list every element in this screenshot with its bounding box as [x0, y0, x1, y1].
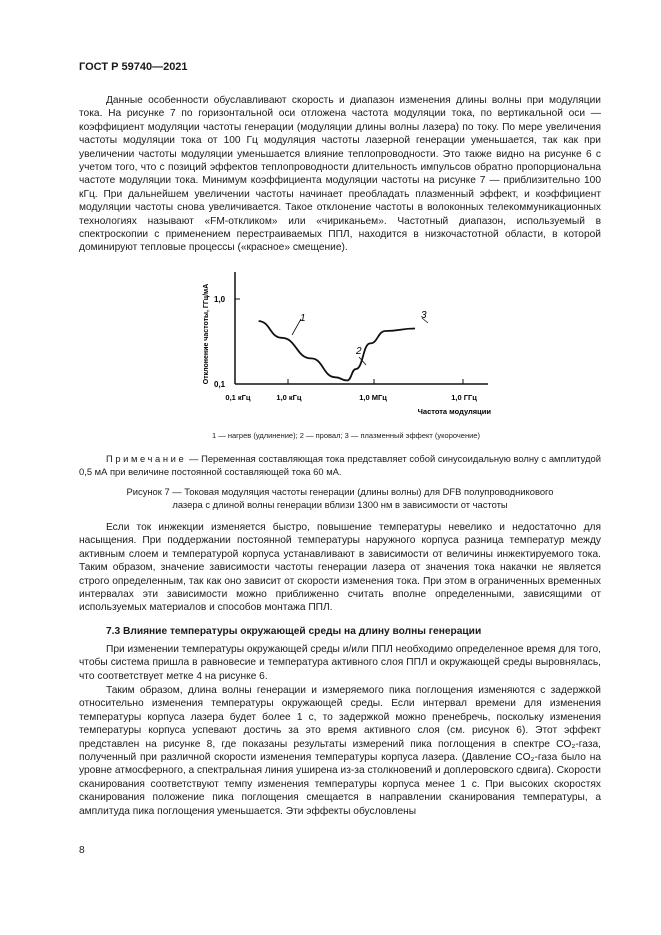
figure-note — [79, 452, 601, 478]
annotation-label: 3 — [421, 310, 427, 321]
x-tick-label: 1,0 кГц — [276, 393, 302, 402]
x-tick-label: 1,0 МГц — [359, 393, 387, 402]
y-axis-label: Отклонение частоты, ГГц/мА — [203, 283, 210, 385]
paragraph: Таким образом, длина волны генерации и измеряемого пика поглощения изменяются с задержкой относительно изменения температуры окружающей среды. Если интервал времени для изменения температуры корпуса лазера будет более 1 с, то задержкой можно пренебречь, поскольку изменения температуры корпуса успевают достичь за это время активного слоя (см. рисунок 6). Этот эффект представлен на рисунке 8, где показаны результаты измерений пика поглощения в спектре CO₂-газа, полученный при различной скорости изменения температуры корпуса лазера. (Давление CO₂-газа было на уровне атмосферного, а спектральная линия уширена из-за столкновений и доплеровского сдвига). Скорости сканирования соответствуют темпу изменения температуры корпуса менее 1 с. При высоких скоростях сканирования положение пика поглощения смещается в направлении сканирования температуры, а амплитуда пика поглощения уменьшается. Эти эффекты обусловлены — [79, 685, 601, 817]
x-axis-label: Частота модуляции — [417, 407, 491, 416]
figure-caption-line: лазера с длиной волны генерации вблизи 1300 нм в зависимости от частоты — [172, 499, 508, 510]
figure-caption — [100, 485, 580, 511]
paragraph: Если ток инжекции изменяется быстро, повышение температуры невелико и недостаточно для насыщения. При поддержании постоянной температуры наружного корпуса разница температур между активным слоем и температурой корпуса устанавливают в зависимости от величины инжектируемого тока. Таким образом, значение зависимости частоты генерации лазера от значения тока накачки не является строго определенным, так как оно зависит от скорости изменения тока. При этом в ограниченных временных интервалах эти зависимости можно приближенно считать вполне определенными, зависящими от используемых материалов и способов монтажа ППЛ. — [79, 522, 601, 614]
figure-caption-line: Рисунок 7 — Токовая модуляция частоты генерации (длины волны) для DFB полупроводникового — [126, 486, 554, 497]
x-tick-label: 0,1 кГц — [225, 393, 251, 402]
y-tick-label: 1,0 — [214, 295, 226, 304]
document-header: ГОСТ Р 59740—2021 — [79, 61, 188, 73]
annotation-label: 2 — [356, 346, 362, 357]
note-text: — Переменная составляющая тока представляет собой синусоидальную волну с амплитудой 0,5 мА при величине постоянной составляющей тока 60 мА. — [79, 453, 601, 477]
x-tick-label: 1,0 ГГц — [451, 393, 477, 402]
note-label: Примечание — [106, 453, 187, 464]
figure-legend: 1 — нагрев (удлинение); 2 — провал; 3 — плазменный эффект (укорочение) — [212, 431, 480, 440]
paragraph: При изменении температуры окружающей среды и/или ППЛ необходимо определенное время для того, чтобы система пришла в равновесие и температура активного слоя ППЛ и окружающей среды выровнялась, что соответствует метке 4 на рисунке 6. — [79, 644, 601, 682]
figure-7-chart — [186, 262, 506, 422]
page-number: 8 — [79, 845, 85, 856]
section-heading: 7.3 Влияние температуры окружающей среды на длину волны генерации — [106, 626, 482, 637]
paragraph: Данные особенности обуславливают скорость и диапазон изменения длины волны при модуляции тока. На рисунке 7 по горизонтальной оси отложена частота модуляции тока, по вертикальной оси — коэффициент модуляции частоты генерации (модуляции длины волны лазера) по току. По мере увеличения частоты модуляции тока от 100 Гц модуляция частоты лазерной генерации уменьшается, так как при увеличении частоты модуляции уменьшается влияние теплопроводности. Это также видно на рисунке 6 с учетом того, что с позиций эффектов теплопроводности длительность импульсов обратно пропорциональна частоте модуляции тока. Минимум коэффициента модуляции частоты на рисунке 7 — приблизительно 100 кГц. При дальнейшем увеличении частоты начинает преобладать плазменный эффект, и коэффициент модуляции частоты снова увеличивается. Такое отклонение частоты в волоконных телекоммуникационных технологиях называют «FM-откликом» или «чириканьем». Частотный диапазон, используемый в спектроскопии с применением перестраиваемых ППЛ, находится в низкочастотной области, в которой доминируют тепловые процессы («красное» смещение). — [79, 95, 601, 254]
y-tick-label: 0,1 — [214, 380, 226, 389]
annotation-label: 1 — [300, 313, 306, 324]
modulation-curve — [259, 321, 415, 380]
